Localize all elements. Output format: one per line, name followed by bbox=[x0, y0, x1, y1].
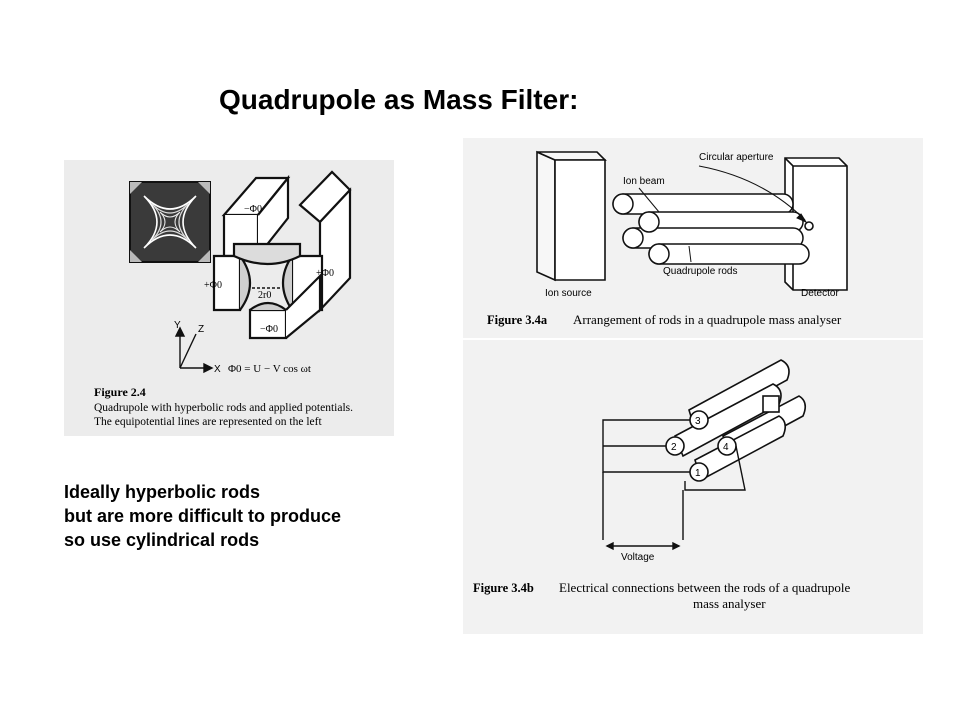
note-line-1: Ideally hyperbolic rods bbox=[64, 482, 261, 502]
label-circular-aperture: Circular aperture bbox=[699, 152, 774, 163]
label-neg-top: −Φ0 bbox=[244, 204, 262, 215]
rod-label-3: 3 bbox=[695, 416, 701, 427]
figure-3-4a-caption-label: Figure 3.4a bbox=[487, 313, 548, 327]
figure-3-4b-caption-line2: mass analyser bbox=[693, 596, 766, 611]
axis-x-label: X bbox=[214, 364, 221, 375]
label-2r0: 2r0 bbox=[258, 290, 272, 301]
slide-title: Quadrupole as Mass Filter: bbox=[219, 84, 579, 115]
note-line-3: so use cylindrical rods bbox=[64, 530, 260, 550]
label-pos-right: +Φ0 bbox=[316, 268, 334, 279]
figure-3-4b-caption-line1: Electrical connections between the rods of a quadrupole bbox=[559, 580, 851, 595]
label-voltage: Voltage bbox=[621, 552, 655, 563]
figure-3-4b-drawing bbox=[463, 340, 923, 634]
note-line-2: but are more difficult to produce bbox=[64, 506, 342, 526]
label-pos-left: +Φ0 bbox=[204, 280, 222, 291]
phi-equation: Φ0 = U − V cos ωt bbox=[228, 363, 311, 375]
hyperbolic-rods-icon bbox=[214, 172, 350, 338]
figure-2-4-panel bbox=[64, 160, 394, 436]
figure-2-4-caption-line2: The equipotential lines are represented on the left bbox=[94, 416, 322, 428]
figure-2-4-caption-line1: Quadrupole with hyperbolic rods and applied potentials. bbox=[94, 402, 354, 414]
figure-3-4a-panel bbox=[463, 138, 923, 338]
axis-z-label: Z bbox=[198, 324, 205, 335]
detector-box-icon bbox=[763, 396, 779, 412]
figure-3-4a-drawing bbox=[463, 138, 923, 338]
label-ion-source: Ion source bbox=[545, 288, 592, 299]
label-neg-bottom: −Φ0 bbox=[260, 324, 278, 335]
axis-y-label: Y bbox=[174, 320, 181, 331]
rod-label-4: 4 bbox=[723, 442, 729, 453]
ion-source-plate-icon bbox=[537, 152, 605, 280]
figure-3-4a-caption-text: Arrangement of rods in a quadrupole mass analyser bbox=[573, 312, 842, 327]
equipotential-lines-icon bbox=[130, 182, 210, 262]
rod-label-1: 1 bbox=[695, 468, 701, 479]
figure-2-4-drawing bbox=[64, 160, 394, 436]
figure-3-4b-panel bbox=[463, 340, 923, 634]
quadrupole-rods-icon bbox=[613, 194, 809, 264]
label-detector: Detector bbox=[801, 288, 839, 299]
figure-2-4-caption-label: Figure 2.4 bbox=[94, 385, 146, 399]
rod-label-2: 2 bbox=[671, 442, 677, 453]
figure-3-4b-caption-label: Figure 3.4b bbox=[473, 581, 534, 595]
label-quadrupole-rods: Quadrupole rods bbox=[663, 266, 738, 277]
label-ion-beam: Ion beam bbox=[623, 176, 665, 187]
notes-text bbox=[64, 480, 341, 552]
